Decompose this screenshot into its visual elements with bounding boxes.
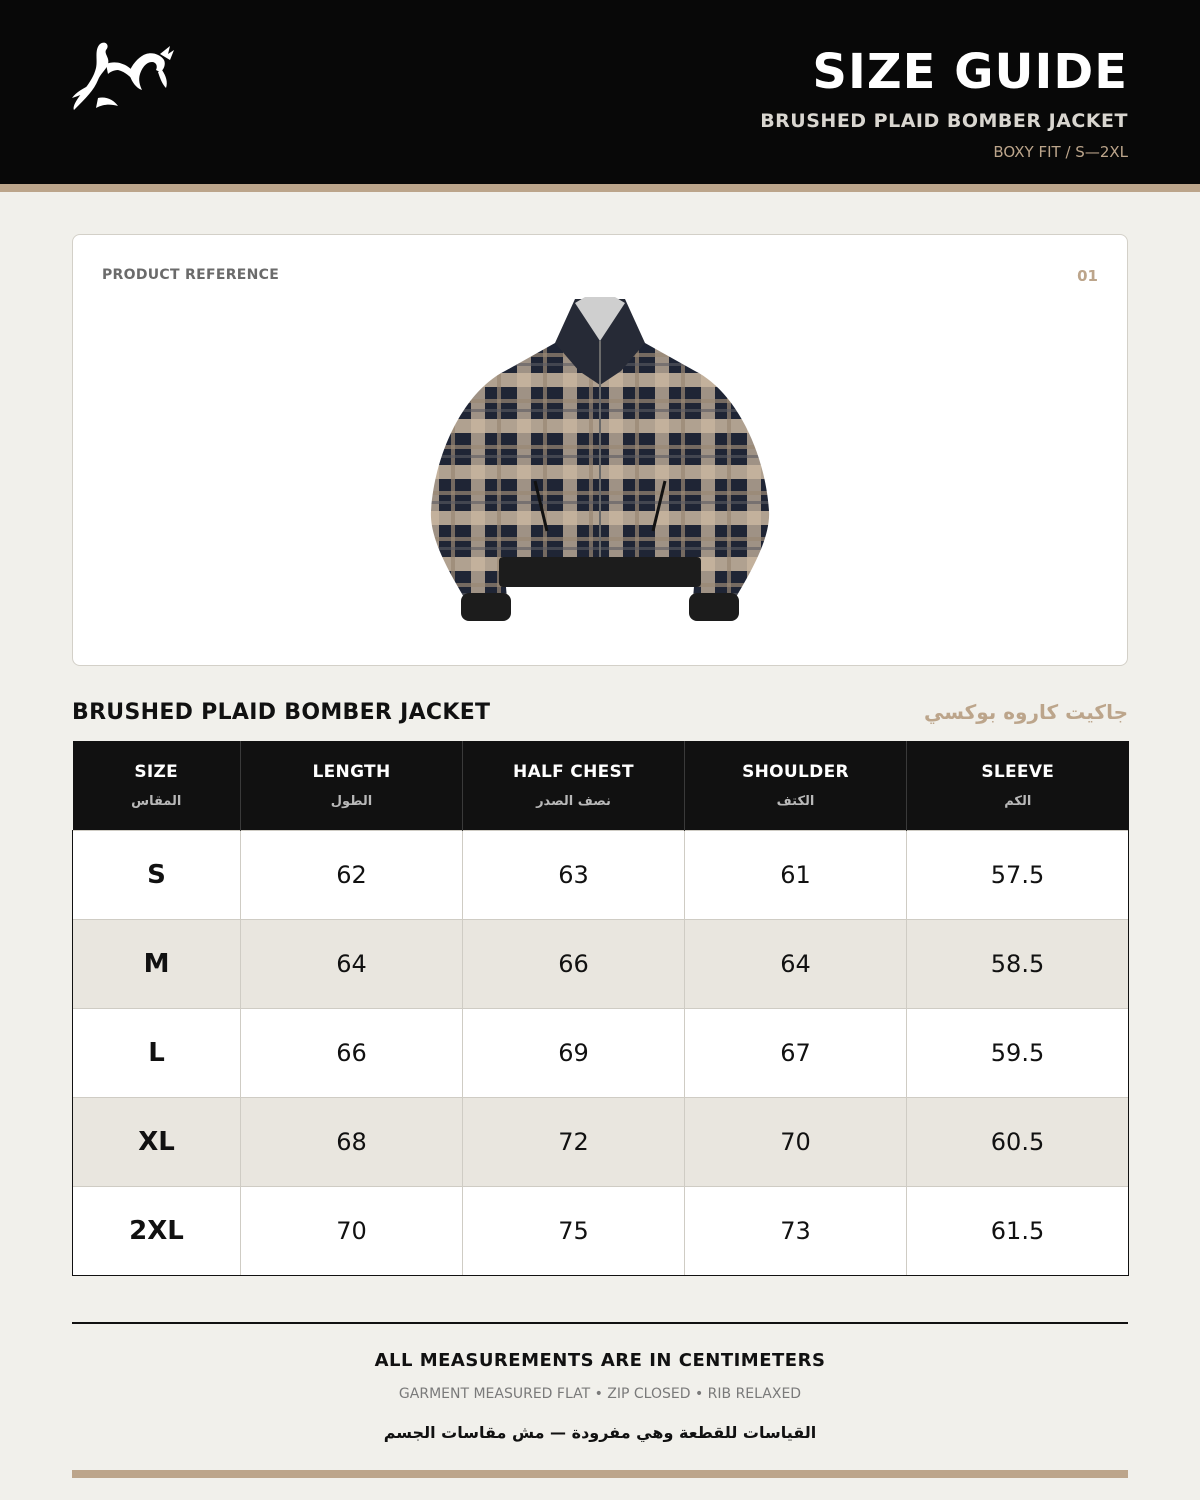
measurement-note-arabic: القياسات للقطعة وهي مفرودة — مش مقاسات الجسم [383,1423,817,1442]
size-cell: L [73,1009,241,1098]
table-title: BRUSHED PLAID BOMBER JACKET [72,700,491,725]
size-cell: S [73,831,241,920]
table-row [73,831,1129,920]
footer-divider [72,1322,1128,1324]
half-chest-cell: 63 [463,831,685,920]
product-reference-number: 01 [1077,267,1098,285]
column-header-label-arabic: المقاس [131,794,182,809]
half-chest-cell: 66 [463,920,685,1009]
sleeve-cell: 59.5 [907,1009,1129,1098]
header-accent-stripe [0,184,1200,192]
measurement-method-note: GARMENT MEASURED FLAT • ZIP CLOSED • RIB RELAXED [398,1386,802,1402]
column-header-shoulder [685,741,907,831]
plaid-bomber-jacket-image [425,281,775,641]
length-cell: 66 [241,1009,463,1098]
length-cell: 70 [241,1187,463,1276]
column-header-label: SHOULDER [742,762,849,782]
half-chest-cell: 72 [463,1098,685,1187]
half-chest-cell: 75 [463,1187,685,1276]
page-title: SIZE GUIDE [812,44,1128,100]
size-cell: XL [73,1098,241,1187]
length-cell: 68 [241,1098,463,1187]
column-header-label-arabic: الطول [330,794,373,809]
column-header-label-arabic: نصف الصدر [536,794,611,809]
table-row [73,1098,1129,1187]
size-table [72,741,1129,1276]
sleeve-cell: 57.5 [907,831,1129,920]
length-cell: 62 [241,831,463,920]
product-reference-card [72,234,1128,666]
table-title-arabic: جاكيت كاروه بوكسي [924,700,1128,724]
table-row [73,920,1129,1009]
shoulder-cell: 67 [685,1009,907,1098]
size-cell: M [73,920,241,1009]
measurement-unit-note: ALL MEASUREMENTS ARE IN CENTIMETERS [374,1350,826,1371]
shoulder-cell: 64 [685,920,907,1009]
column-header-sleeve [907,741,1129,831]
column-header-label: SLEEVE [981,762,1055,782]
fit-info: BOXY FIT / S—2XL [993,143,1128,161]
length-cell: 64 [241,920,463,1009]
product-subtitle: BRUSHED PLAID BOMBER JACKET [760,110,1128,132]
shoulder-cell: 61 [685,831,907,920]
half-chest-cell: 69 [463,1009,685,1098]
column-header-label: HALF CHEST [513,762,634,782]
sleeve-cell: 61.5 [907,1187,1129,1276]
antelope-logo-icon [70,40,176,114]
product-reference-label: PRODUCT REFERENCE [102,267,280,283]
column-header-length [241,741,463,831]
footer-accent-stripe [72,1470,1128,1478]
column-header-label: SIZE [134,762,179,782]
shoulder-cell: 70 [685,1098,907,1187]
column-header-label-arabic: الكتف [776,794,815,809]
column-header-half-chest [463,741,685,831]
table-row [73,1187,1129,1276]
size-cell: 2XL [73,1187,241,1276]
sleeve-cell: 58.5 [907,920,1129,1009]
header [0,0,1200,184]
column-header-label-arabic: الكم [1004,794,1032,809]
column-header-size [73,741,241,831]
column-header-label: LENGTH [312,762,391,782]
table-row [73,1009,1129,1098]
shoulder-cell: 73 [685,1187,907,1276]
sleeve-cell: 60.5 [907,1098,1129,1187]
table-header-row [73,741,1129,831]
